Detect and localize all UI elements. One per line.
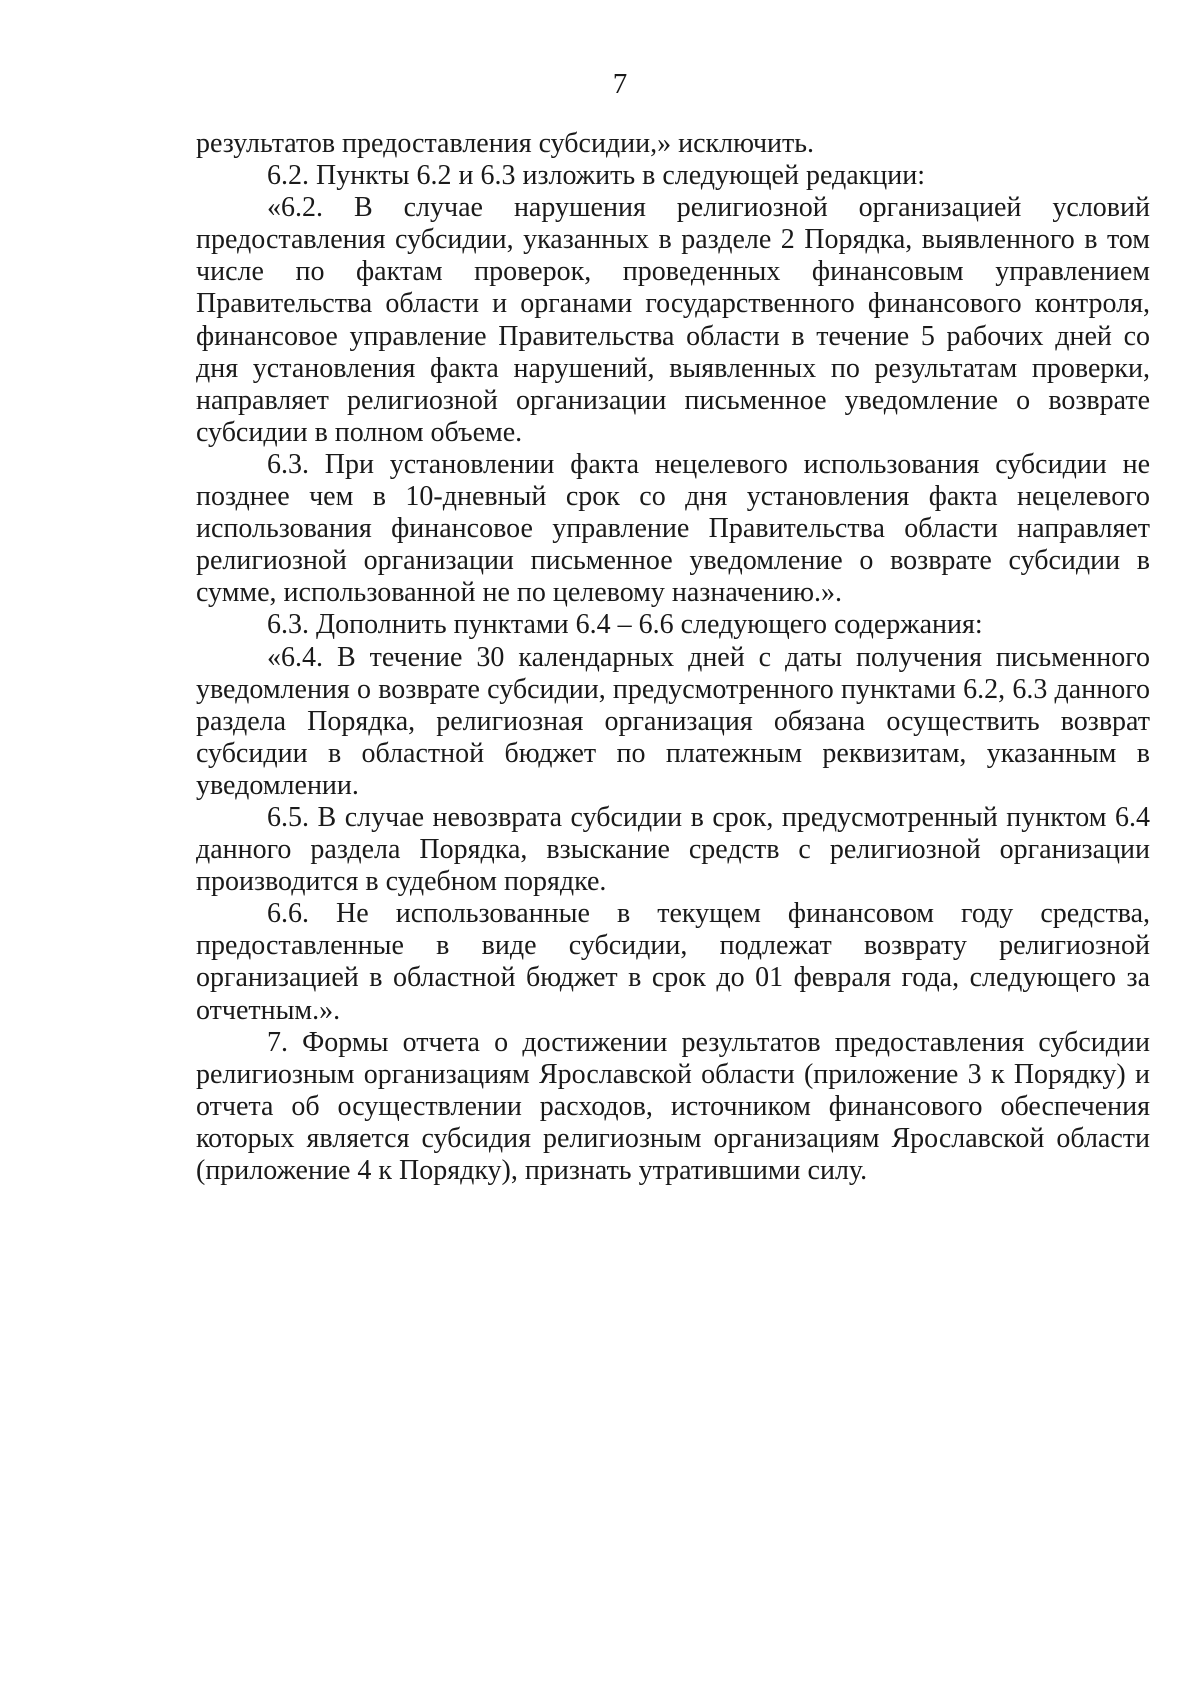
paragraph-continuation: результатов предоставления субсидии,» исключить. bbox=[196, 128, 815, 159]
paragraph-item-7-text: 7. Формы отчета о достижении результатов предоставления субсидии религиозным организациям Ярославской области (приложение 3 к Порядку) и отчета об осуществлении расходов, источником финансового обеспечения которых является субсидия религиозным организациям Ярославской области (приложение 4 к Порядку), признать утратившими силу. bbox=[196, 1026, 1150, 1186]
paragraph-item-6-4-text: «6.4. В течение 30 календарных дней с даты получения письменного уведомления о возврате субсидии, предусмотренного пунктами 6.2, 6.3 данного раздела Порядка, религиозная организация обязана осуществить возврат субсидии в областной бюджет по платежным реквизитам, указанным в уведомлении. bbox=[196, 641, 1150, 801]
paragraph-item-6-3-text: 6.3. При установлении факта нецелевого использования субсидии не позднее чем в 10-дневный срок со дня установления факта нецелевого использования финансовое управление Правительства области направляет религиозной организации письменное уведомление о возврате субсидии в сумме, использованной не по целевому назначению.». bbox=[196, 448, 1150, 609]
paragraph-item-6-2-intro: 6.2. Пункты 6.2 и 6.3 изложить в следующей редакции: bbox=[267, 160, 926, 192]
paragraph-item-6-5-text: 6.5. В случае невозврата субсидии в срок, предусмотренный пунктом 6.4 данного раздела Порядка, взыскание средств с религиозной организации производится в судебном порядке. bbox=[196, 801, 1150, 898]
paragraph-item-6-6-text: 6.6. Не использованные в текущем финансовом году средства, предоставленные в виде субсидии, подлежат возврату религиозной организацией в областной бюджет в срок до 01 февраля года, следующего за отчетным.». bbox=[196, 898, 1150, 1026]
paragraph-item-6-2-text: «6.2. В случае нарушения религиозной организацией условий предоставления субсидии, указанных в разделе 2 Порядка, выявленного в том числе по фактам проверок, проведенных финансовым управлением Правительства области и органами государственного финансового контроля, финансовое управление Правительства области в течение 5 рабочих дней со дня установления факта нарушений, выявленных по результатам проверки, направляет религиозной организации письменное уведомление о возврате субсидии в полном объеме. bbox=[196, 192, 1150, 448]
page-number: 7 bbox=[612, 68, 628, 100]
document-body bbox=[196, 128, 1150, 1187]
paragraph-item-6-3-add: 6.3. Дополнить пунктами 6.4 – 6.6 следующего содержания: bbox=[267, 609, 983, 641]
